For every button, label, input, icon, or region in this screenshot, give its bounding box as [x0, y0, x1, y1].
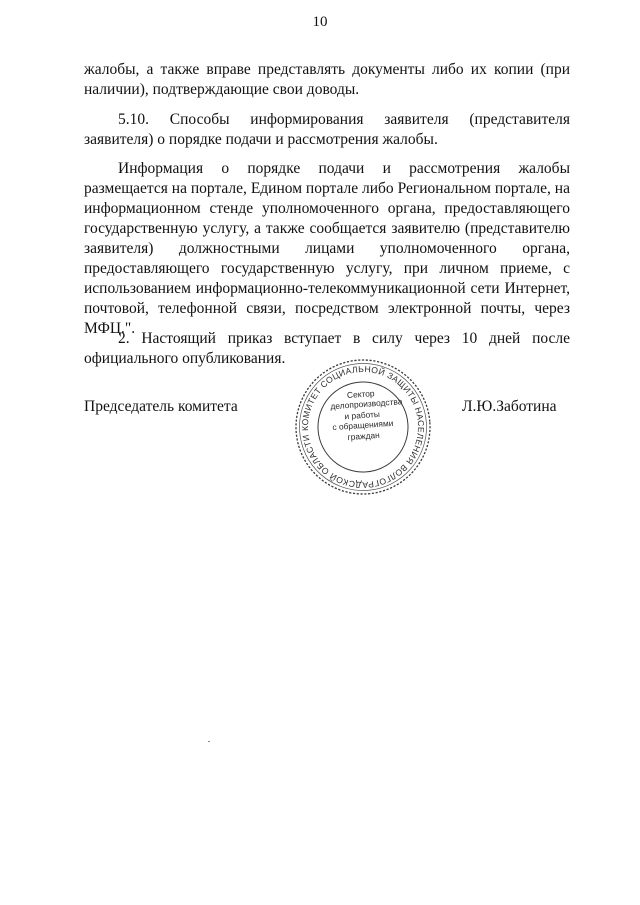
official-stamp — [287, 351, 439, 503]
signer-name: Л.Ю.Заботина — [462, 398, 557, 415]
stamp-line: граждан — [347, 429, 380, 442]
paragraph-information-placement: Информация о порядке подачи и рассмотрения жалобы размещается на портале, Едином портале либо Региональном портале, на информационном стенде уполномоченного органа, предоставляющего государственную услугу, а также сообщается заявителю (представителю заявителя) должностными лицами уполномоченного органа, предоставляющего государственную услугу, при личном приеме, с использованием информационно-телекоммуникационной сети Интернет, почтовой, телефонной связи, посредством электронной почты, через МФЦ.". — [84, 159, 570, 337]
paragraph-order-effective: 2. Настоящий приказ вступает в силу через 10 дней после официального опубликования. — [84, 329, 570, 367]
paragraph-section-5-10: 5.10. Способы информирования заявителя (представителя заявителя) о порядке подачи и рассмотрения жалобы. — [84, 110, 570, 148]
signer-title: Председатель комитета — [84, 398, 238, 415]
stamp-line: с обращениями — [332, 418, 394, 433]
scan-artifact-mark — [208, 741, 210, 742]
stamp-line: Сектор — [346, 388, 375, 401]
stamp-inner-text — [329, 387, 403, 443]
stamp-line: делопроизводства — [330, 396, 403, 412]
stamp-ring-text: КОМИТЕТ СОЦИАЛЬНОЙ ЗАЩИТЫ НАСЕЛЕНИЯ ВОЛГОГРАДСКОЙ ОБЛАСТИ — [299, 363, 427, 491]
stamp-line: и работы — [344, 408, 381, 422]
paragraph-complaint-documents: жалобы, а также вправе представлять документы либо их копии (при наличии), подтверждающие свои доводы. — [84, 60, 570, 98]
page-number: 10 — [312, 14, 328, 30]
